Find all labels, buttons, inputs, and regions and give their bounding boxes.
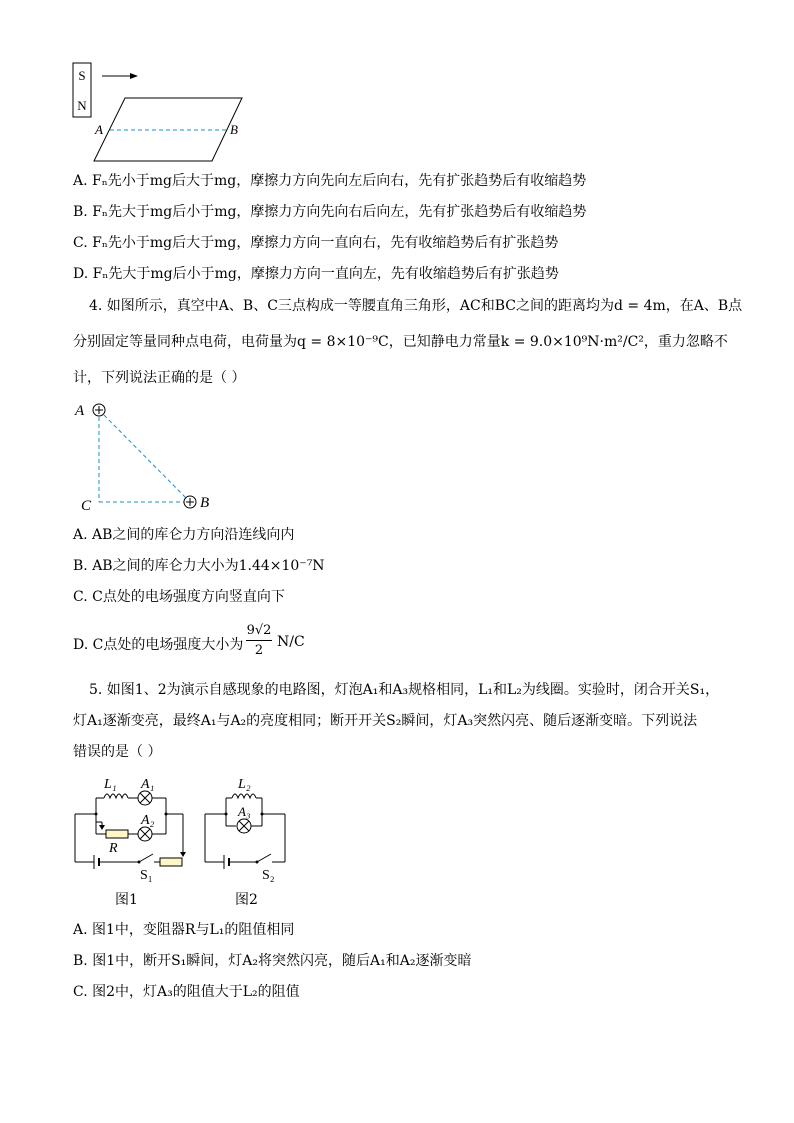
circuit-figure-1 [68, 770, 193, 885]
lamp-a2-icon [138, 827, 152, 841]
vertex-a-label: A [75, 403, 85, 419]
inductor-l2-icon [232, 794, 256, 798]
a1-label: A₁ [141, 777, 155, 792]
battery-2-icon [224, 855, 229, 869]
l2-label: L₂ [238, 777, 251, 792]
q4-stem-line3: 计，下列说法正确的是（ ） [73, 370, 246, 386]
q5-option-b: B. 图1中，断开S₁瞬间，灯A₂将突然闪亮，随后A₁和A₂逐渐变暗 [73, 953, 472, 969]
q3-option-a: A. Fₙ先小于mg后大于mg，摩擦力方向先向左后向右，先有扩张趋势后有收缩趋势 [73, 173, 587, 189]
rheostat-r-icon [106, 830, 128, 838]
fraction-denominator: 2 [254, 643, 264, 658]
q5-stem-line1: 5. 如图1、2为演示自感现象的电路图，灯泡A₁和A₃规格相同，L₁和L₂为线圈。实验时，闭合开关S₁， [89, 682, 720, 698]
charge-b-icon [184, 496, 196, 508]
switch-s1-icon [138, 854, 154, 864]
triangle-charge-figure [70, 396, 230, 518]
s2-label: S₂ [262, 868, 275, 883]
vertex-c-label: C [81, 498, 92, 514]
figure-2-caption: 图2 [235, 892, 258, 908]
q5-stem-line2: 灯A₁逐渐变亮，最终A₁与A₂的亮度相同；断开开关S₂瞬间，灯A₃突然闪亮、随后逐渐变暗。下列说法 [73, 713, 698, 729]
fraction-numerator: 9√2 [246, 623, 272, 638]
q4-option-c: C. C点处的电场强度方向竖直向下 [73, 589, 285, 605]
point-b-label: B [230, 122, 238, 137]
q4-option-d-prefix: D. C点处的电场强度大小为 [73, 637, 244, 653]
motion-arrowhead [130, 73, 138, 79]
r-label: R [109, 841, 118, 856]
circuit-figure-2 [198, 770, 298, 885]
vertex-b-label: B [200, 495, 210, 511]
q5-stem-line3: 错误的是（ ） [73, 744, 162, 760]
s1-label: S₁ [140, 868, 153, 883]
q4-option-d-unit: N/C [277, 634, 305, 650]
charge-a-icon [93, 404, 105, 416]
magnet-s-label: S [78, 68, 86, 83]
fraction-bar [246, 640, 272, 641]
magnet-plane-figure [70, 60, 260, 170]
inductor-l1-icon [104, 794, 128, 798]
magnet-n-label: N [77, 98, 87, 113]
q4-option-d-fraction [244, 622, 274, 659]
q3-option-d: D. Fₙ先大于mg后小于mg，摩擦力方向一直向左，先有收缩趋势后有扩张趋势 [73, 266, 559, 282]
battery-1-icon [94, 855, 99, 869]
switch-rheostat-icon [160, 858, 182, 866]
figure-1-caption: 图1 [115, 892, 138, 908]
q3-option-c: C. Fₙ先小于mg后大于mg，摩擦力方向一直向右，先有收缩趋势后有扩张趋势 [73, 235, 559, 251]
l1-label: L₁ [104, 777, 117, 792]
lamp-a1-icon [138, 791, 152, 805]
a2-label: A₂ [141, 813, 155, 828]
lamp-a3-icon [237, 819, 251, 833]
q5-option-c: C. 图2中，灯A₃的阻值大于L₂的阻值 [73, 984, 300, 1000]
q4-option-a: A. AB之间的库仑力方向沿连线向内 [73, 527, 295, 543]
q4-option-b: B. AB之间的库仑力大小为1.44×10⁻⁷N [73, 558, 325, 574]
point-a-label: A [95, 122, 103, 137]
q4-stem-line2: 分别固定等量同种点电荷，电荷量为q = 8×10⁻⁹C，已知静电力常量k = 9.0×10⁹N·m²/C²，重力忽略不 [73, 334, 728, 350]
q5-option-a: A. 图1中，变阻器R与L₁的阻值相同 [73, 922, 295, 938]
switch-s2-icon [256, 854, 272, 864]
q3-option-b: B. Fₙ先大于mg后小于mg，摩擦力方向先向右后向左，先有扩张趋势后有收缩趋势 [73, 204, 587, 220]
triangle-side-ab [99, 410, 190, 502]
a3-label: A₃ [238, 804, 251, 819]
q4-stem-line1: 4. 如图所示，真空中A、B、C三点构成一等腰直角三角形，AC和BC之间的距离均为d = 4m，在A、B点 [89, 298, 743, 314]
